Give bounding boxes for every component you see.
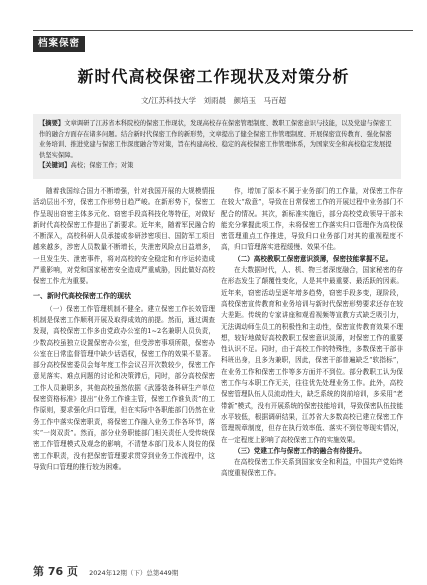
intro-paragraph: 随着我国综合国力不断增强，针对我国开展的大规模情报活动层出不穷，保密工作形势日趋严峻。在新形势下，保密工作呈现出窃密主体多元化、窃密手段高科技化等特征，对做好新时代高校保密工作提出了新要求。近年来，随着军民融合的不断深入，高校科研人员承接或参研涉密项目、国防军工项目越来越多，涉密人员数量不断增长，失泄密风险点日益增多，一旦发生失、泄密事件，将对高校的安全稳定和有序运转造成严重影响，对党和国家秘密安全造成严重威胁，因此做好高校保密工作尤为重要。	[33, 187, 215, 286]
right-column	[221, 186, 403, 480]
article-authors: 文/江苏科技大学 刘雨晨 颜培玉 马百超	[140, 96, 287, 105]
keywords-line	[39, 161, 395, 172]
article-title: 新时代高校保密工作现状及对策分析	[77, 67, 350, 86]
abstract-paragraph	[39, 119, 395, 161]
header-rule	[33, 30, 413, 31]
section-heading-1: 一、新时代高校保密工作的现状	[33, 291, 131, 300]
subheading-3-text: （三）党建工作与保密工作的融合有待提升。	[234, 446, 366, 455]
section-2-paragraph: 在大数据时代，人、机、物三者深度融合，国家秘密的存在形态发生了颠覆性变化，人是其中最重要、最活跃的因素。近年来，窃密活动呈逐年增多趋势，窃密手段多变，现阶段，高校保密宣传教育和业务培训与新时代保密形势要求还存在较大差距。传统的专家讲座和观看视频等宣教方式缺乏吸引力，无法调动师生员工的积极性和主动性，保密宣传教育效果不理想，较好地做好高校教职工保密意识淡薄，对保密工作的重要性认识不足。同时，由于高校工作的特殊性，多数保密干部非科班出身，且多为兼职，因此，保密干部普遍缺乏“软指标”，在业务工作和保密工作等多方面并不到位。部分教职工认为保密工作与本职工作无关，往往优先处理业务工作。此外，高校保密管理队伍人员流动性大，缺乏系统的岗前培训，多采用“老带新”模式，没有开展系统的保密技能培训，导致保密队伍技能水平较低，根据调研结果，江苏省大多数高校已建立保密工作管理规章制度，但存在执行效率低、落实不到位等现实情况，在一定程度上影响了高校保密工作的实施效果。	[221, 266, 403, 444]
section-1-paragraph: （一）保密工作管理机制不健全。建立保密工作长效管理机制是保密工作顺利开展及取得成效的前提。然而，通过调查发现，高校保密工作多由党政办公室的1~2名兼职人员负责，少数高校虽独立设置保密办公室，但受涉密事项所限，保密办公室在日常监督管理中缺少话语权，保密工作的效果不显著。部分高校保密委员会每年度工作会议召开次数较少，保密工作意见落实、难点问题的讨论和决策滞后，同时，部分高校保密工作人员兼职多，其他高校虽然依据《武器装备科研生产单位保密资格标准》提出“业务工作谁主管，保密工作谁负责”的工作原则，要求强化归口管理，但在实际中各职能部门仍然在业务工作中落实保密职责，将保密工作融入业务工作各环节，落实“一岗双责”。然而，部分业务职能部门相关责任人受传统保密工作管理模式及观念的影响，不清楚本部门及本人岗位的保密工作职责，没有把保密管理要求贯穿到业务工作流程中，这导致归口管理的推行较为困难。	[33, 304, 215, 471]
page-number: 第 76 页	[33, 565, 78, 578]
abstract-box	[33, 114, 401, 179]
keywords-label: 【关键词】	[39, 162, 71, 169]
subheading-3	[221, 446, 403, 457]
section-3-paragraph: 在高校保密工作关系到国家安全和利益，中国共产党始终高度重视保密工作。	[221, 458, 403, 478]
continued-paragraph: 作，增加了原本不属于业务部门的工作量，对保密工作存在较大“敌意”，导致在日常保密工作的开展过程中业务部门不配合的情况。其次，新标准实施后，部分高校党政领导干部未能充分掌握此项工作，未将保密工作落实归口管理作为高校保密管理重点工作推进，导致归口业务部门对其的重视程度不高，归口管理落实进程缓慢、效果不佳。	[221, 187, 403, 252]
left-column	[33, 186, 215, 473]
page-footer	[33, 560, 178, 579]
section-tag: 档案保密	[33, 36, 85, 52]
abstract-text: 文章调研了江苏省本科院校的保密工作现状，发现高校存在保密管理制度、教职工保密意识与技能，以及党建与保密工作的融合方面存在诸多问题。结合新时代保密工作的新形势，文章提出了健全保密工作管理制度、开展保密宣传教育、强化保密业务培训、推进党建与保密工作深度融合等对策，旨在构建高校、稳定的高校保密工作管理体系，为国家安全和高校稳定发展提供坚实保障。	[39, 120, 392, 159]
subheading-2	[221, 254, 403, 265]
issue-info: 2024年12期（下）总第449期	[89, 569, 179, 577]
keywords-text: 高校；保密工作；对策	[70, 162, 134, 169]
abstract-label: 【摘要】	[39, 120, 65, 127]
subheading-2-text: （二）高校教职工保密意识淡薄，保密技能掌握不足。	[234, 254, 393, 263]
